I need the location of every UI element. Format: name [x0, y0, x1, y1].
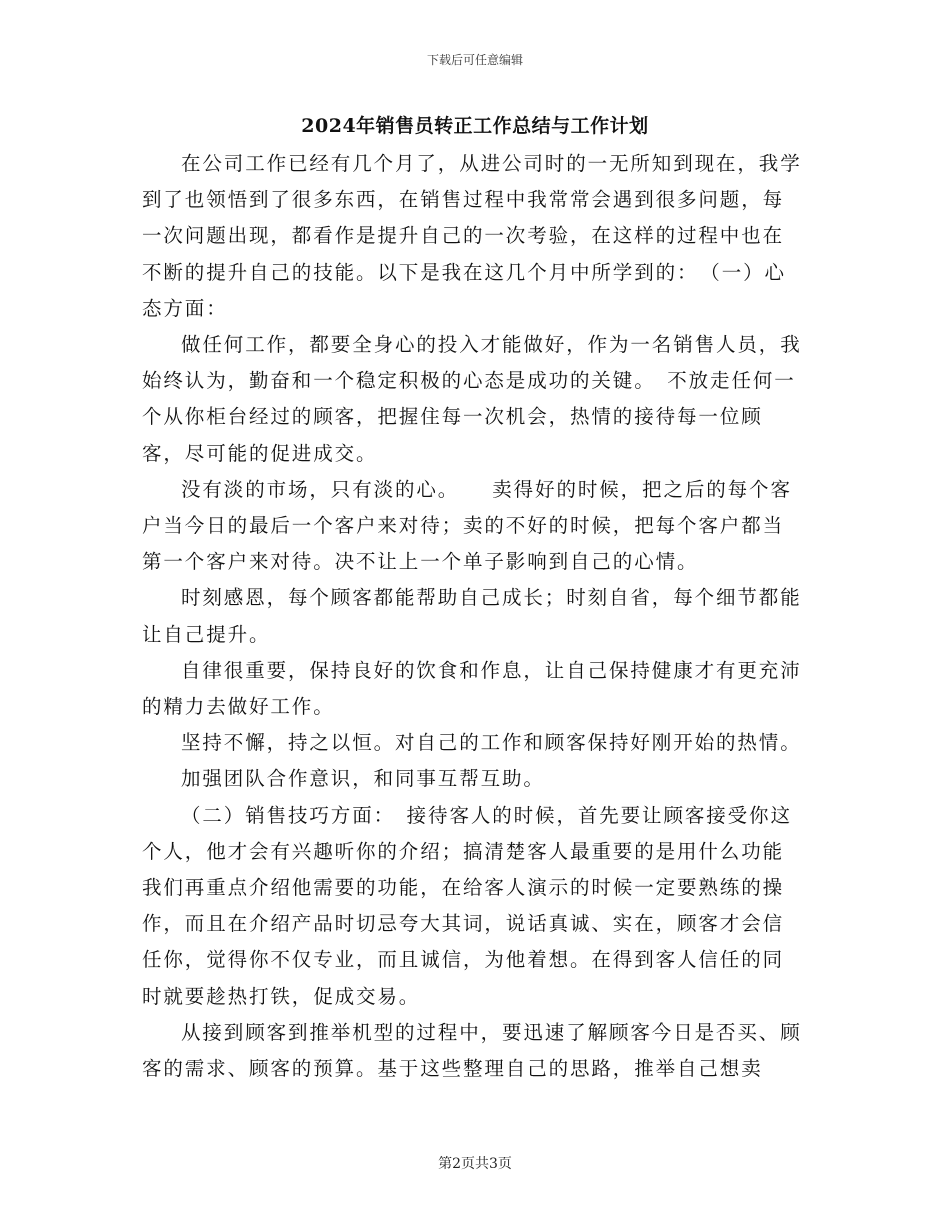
- paragraph-sales-skills: （二）销售技巧方面： 接待客人的时候，首先要让顾客接受你这个人，他才会有兴趣听你的介绍；搞清楚客人最重要的是用什么功能我们再重点介绍他需要的功能，在给客人演示的时候一定要熟练的操作，而且在介绍产品时切忌夸大其词，说话真诚、实在，顾客才会信任你，觉得你不仅专业，而且诚信，为他着想。在得到客人信任的同时就要趁热打铁，促成交易。: [142, 803, 792, 1008]
- paragraph-self-discipline: 自律很重要，保持良好的饮食和作息，让自己保持健康才有更充沛的精力去做好工作。: [142, 658, 802, 719]
- paragraph-intro: 在公司工作已经有几个月了，从进公司时的一无所知到现在，我学到了也领悟到了很多东西，在销售过程中我常常会遇到很多问题，每一次问题出现，都看作是提升自己的一次考验，在这样的过程中也在不断的提升自己的技能。以下是我在这几个月中所学到的： （一）心态方面：: [142, 152, 802, 320]
- paragraph-market: 没有淡的市场，只有淡的心。 卖得好的时候，把之后的每个客户当今日的最后一个客户来对待；卖的不好的时候，把每个客户都当第一个客户来对待。决不让上一个单子影响到自己的心情。: [142, 477, 792, 574]
- document-title: 2024年销售员转正工作总结与工作计划: [301, 115, 649, 137]
- paragraph-attitude: 做任何工作，都要全身心的投入才能做好，作为一名销售人员，我始终认为，勤奋和一个稳定积极的心态是成功的关键。 不放走任何一个从你柜台经过的顾客，把握住每一次机会，热情的接待每一位顾客，尽可能的促进成交。: [142, 333, 802, 465]
- page-number: 第2页共3页: [438, 1156, 512, 1172]
- document-body: [142, 146, 802, 1087]
- header-note: 下载后可任意编辑: [426, 53, 523, 67]
- paragraph-gratitude: 时刻感恩，每个顾客都能帮助自己成长；时刻自省，每个细节都能让自己提升。: [142, 586, 802, 646]
- paragraph-recommendation: 从接到顾客到推举机型的过程中，要迅速了解顾客今日是否买、顾客的需求、顾客的预算。基于这些整理自己的思路，推举自己想卖: [142, 1020, 802, 1081]
- paragraph-teamwork: 加强团队合作意识，和同事互帮互助。: [181, 767, 545, 791]
- paragraph-persistence: 坚持不懈，持之以恒。对自己的工作和顾客保持好刚开始的热情。: [181, 731, 802, 755]
